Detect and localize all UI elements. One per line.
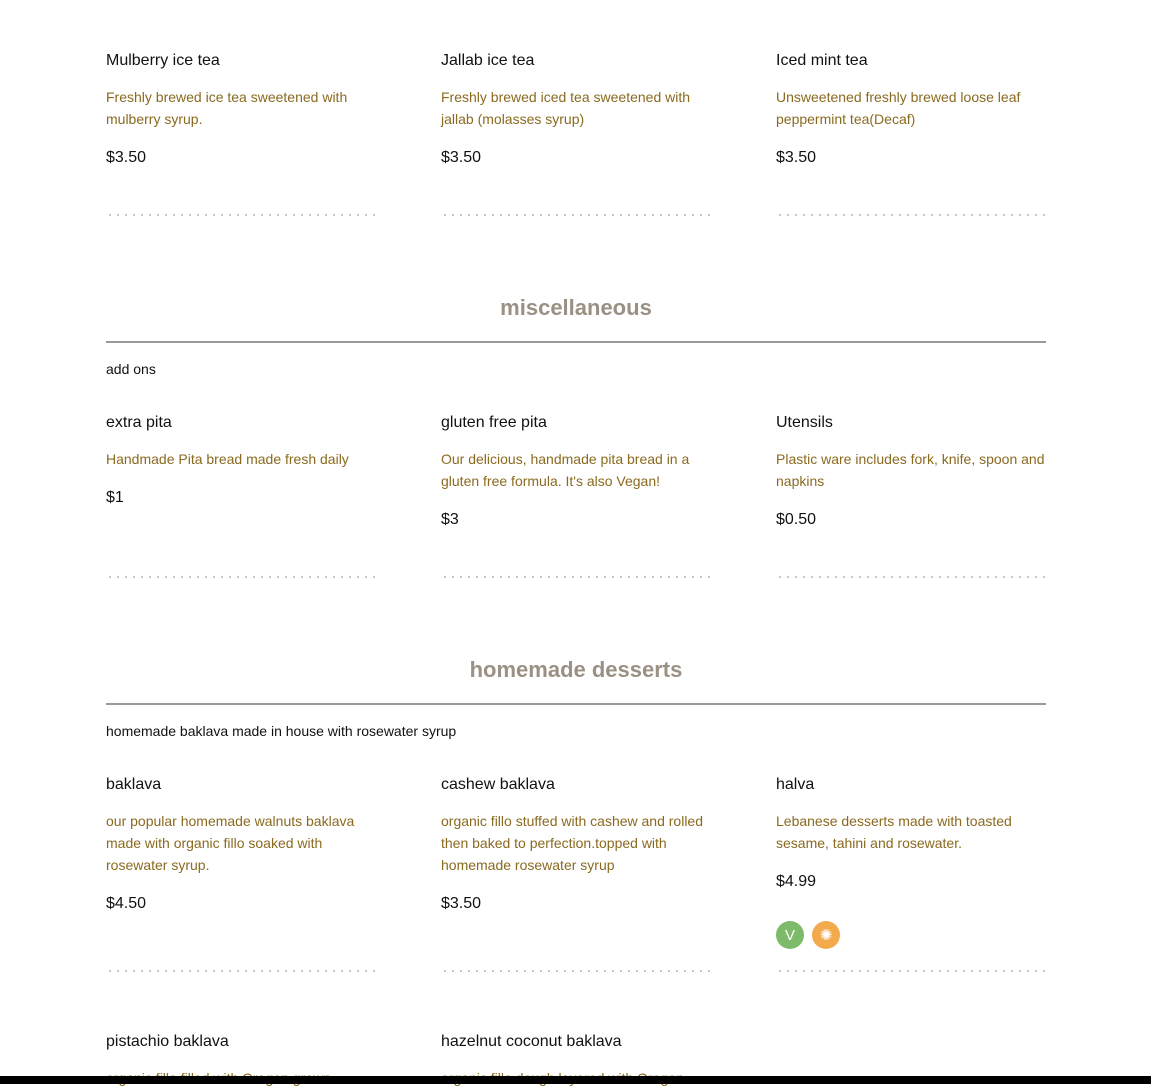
item-price: $3.50 — [441, 895, 482, 912]
dotted-divider — [441, 575, 711, 579]
item-price: $4.50 — [106, 895, 147, 912]
item-description: organic fillo stuffed with cashew and rolled then baked to perfection.topped with homemade rosewater syrup — [441, 813, 704, 873]
dotted-divider — [106, 213, 376, 217]
item-price: $1 — [106, 489, 124, 506]
item-price: $4.99 — [776, 873, 817, 890]
menu-item[interactable] — [106, 775, 376, 914]
item-description: our popular homemade walnuts baklava made with organic fillo soaked with rosewater syrup. — [106, 813, 355, 873]
bottom-bar — [0, 1076, 1151, 1084]
dotted-divider — [106, 575, 376, 579]
menu-item[interactable] — [106, 413, 376, 508]
menu-item[interactable] — [441, 51, 711, 168]
item-description: Freshly brewed ice tea sweetened with mulberry syrup. — [106, 89, 348, 127]
menu-item[interactable] — [106, 51, 376, 168]
section-title: miscellaneous — [500, 295, 652, 320]
item-description: Our delicious, handmade pita bread in a gluten free formula. It's also Vegan! — [441, 451, 690, 489]
item-name: hazelnut coconut baklava — [441, 1033, 622, 1050]
item-description: Handmade Pita bread made fresh daily — [106, 451, 349, 467]
menu-item[interactable] — [776, 51, 1046, 168]
item-description: Unsweetened freshly brewed loose leaf peppermint tea(Decaf) — [776, 89, 1021, 127]
item-price: $3 — [441, 511, 459, 528]
dotted-divider — [776, 575, 1046, 579]
item-name: baklava — [106, 776, 162, 793]
section-title: homemade desserts — [469, 657, 683, 682]
item-name: gluten free pita — [441, 414, 547, 431]
item-name: Mulberry ice tea — [106, 52, 220, 69]
item-price: $3.50 — [776, 149, 817, 166]
dotted-divider — [106, 969, 376, 973]
dotted-divider — [776, 213, 1046, 217]
menu-item[interactable] — [441, 413, 711, 530]
menu-item[interactable] — [441, 775, 711, 914]
item-name: Utensils — [776, 414, 833, 431]
section-divider — [106, 341, 1046, 343]
dotted-divider — [441, 213, 711, 217]
section-subtitle: add ons — [106, 361, 156, 377]
item-description: Lebanese desserts made with toasted sesame, tahini and rosewater. — [776, 813, 1012, 851]
menu-item[interactable] — [776, 775, 1046, 892]
item-name: pistachio baklava — [106, 1033, 229, 1050]
vegan-icon: V — [776, 921, 804, 949]
section-divider — [106, 703, 1046, 705]
section-subtitle: homemade baklava made in house with rosewater syrup — [106, 723, 457, 739]
item-price: $0.50 — [776, 511, 817, 528]
item-name: Iced mint tea — [776, 52, 868, 69]
item-description: Freshly brewed iced tea sweetened with jallab (molasses syrup) — [441, 89, 691, 127]
item-name: halva — [776, 776, 815, 793]
item-price: $3.50 — [441, 149, 482, 166]
item-name: Jallab ice tea — [441, 52, 535, 69]
item-price: $3.50 — [106, 149, 147, 166]
item-description: Plastic ware includes fork, knife, spoon and napkins — [776, 451, 1045, 489]
menu-item[interactable] — [776, 413, 1046, 530]
item-name: cashew baklava — [441, 776, 555, 793]
dotted-divider — [441, 969, 711, 973]
gluten-free-icon: ✺ — [812, 921, 840, 949]
dotted-divider — [776, 969, 1046, 973]
item-name: extra pita — [106, 414, 172, 431]
